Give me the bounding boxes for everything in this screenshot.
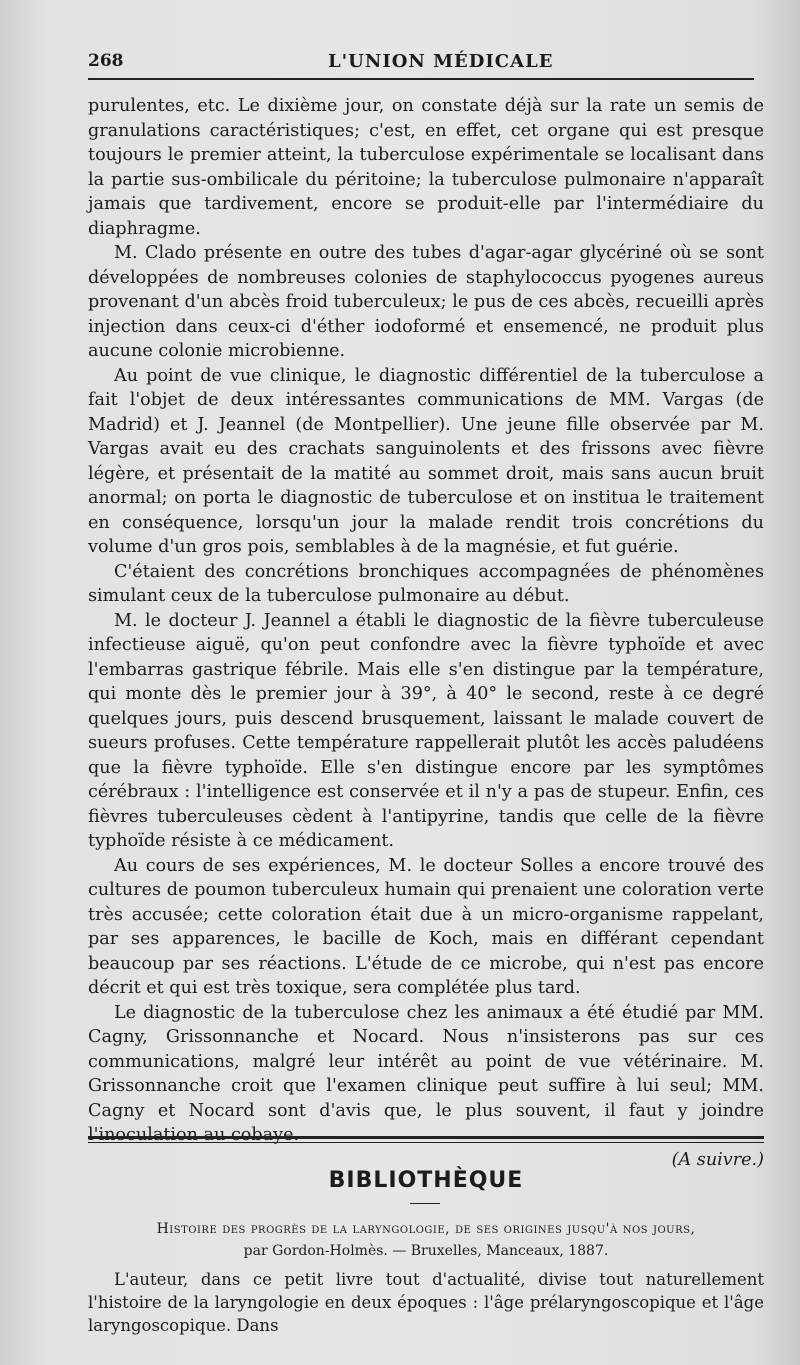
paragraph: M. le docteur J. Jeannel a établi le diagnostic de la fièvre tuberculeuse infectieuse aiguë, qu'on peut confondre avec la fièvre typhoïde et avec l'embarras gastrique fébrile. Mais elle s'en distingue par la température, qui monte dès le premier jour à 39°, à 40° le second, reste à ce degré quelques jours, puis descend brusquement, laissant le malade couvert de sueurs profuses. Cette température rappellerait plutôt les accès paludéens que la fièvre typhoïde. Elle s'en distingue encore par les symptômes cérébraux : l'intelligence est conservée et il n'y a pas de stupeur. Enfin, ces fièvres tuberculeuses cèdent à l'antipyrine, tandis que celle de la fièvre typhoïde résiste à ce médicament. (88, 610, 764, 851)
bibliography-entry (88, 1218, 764, 1262)
title-underline (410, 1203, 440, 1204)
section-title: BIBLIOTHÈQUE (328, 1168, 524, 1193)
review-text (88, 1268, 764, 1337)
paragraph: Au point de vue clinique, le diagnostic différentiel de la tuberculose a fait l'objet de deux intéressantes communications de MM. Vargas (de Madrid) et J. Jeannel (de Montpellier). Une jeune fille observée par M. Vargas avait eu des crachats sanguinolents et des frissons avec fièvre légère, et présentait de la matité au sommet droit, mais sans aucun bruit anormal; on porta le diagnostic de tuberculose et on institua le traitement en conséquence, lorsqu'un jour la malade rendit trois concrétions du volume d'un gros pois, semblables à de la magnésie, et fut guérie. (88, 365, 764, 557)
paragraph: Au cours de ses expériences, M. le docteur Solles a encore trouvé des cultures de poumon tuberculeux humain qui prenaient une coloration verte très accusée; cette coloration était due à un micro-organisme rappelant, par ses apparences, le bacille de Koch, mais en différant cependant beaucoup par ses réactions. L'étude de ce microbe, qui n'est pas encore décrit et qui est très toxique, sera complétée plus tard. (88, 855, 764, 998)
page-header (88, 44, 754, 80)
paragraph: C'étaient des concrétions bronchiques accompagnées de phénomènes simulant ceux de la tuberculose pulmonaire au début. (88, 561, 764, 606)
paragraph: M. Clado présente en outre des tubes d'agar-agar glycériné où se sont développées de nombreuses colonies de staphylococcus pyogenes aureus provenant d'un abcès froid tuberculeux; le pus de ces abcès, recueilli après injection dans ceux-ci d'éther iodoformé et ensemencé, ne produit plus aucune colonie microbienne. (88, 243, 764, 361)
bibliography-title: Histoire des progrès de la laryngologie, de ses origines jusqu'à nos jours, (156, 1221, 696, 1237)
article-body (88, 94, 764, 1172)
bibliography-author: par Gordon-Holmès. — Bruxelles, Manceaux, 1887. (243, 1243, 609, 1259)
paragraph: Le diagnostic de la tuberculose chez les animaux a été étudié par MM. Cagny, Grissonnanche et Nocard. Nous n'insisterons pas sur ces communications, malgré leur intérêt au point de vue vétérinaire. M. Grissonnanche croit que l'examen clinique peut suffire à lui seul; MM. Cagny et Nocard sont d'avis que, le plus souvent, il faut y joindre l'inoculation au cobaye. (88, 1002, 764, 1145)
section-divider (88, 1136, 764, 1143)
paragraph: L'auteur, dans ce petit livre tout d'actualité, divise tout naturellement l'histoire de la laryngologie en deux époques : l'âge prélaryngoscopique et l'âge laryngoscopique. Dans (88, 1270, 764, 1335)
running-title: L'UNION MÉDICALE (328, 50, 554, 72)
paragraph: purulentes, etc. Le dixième jour, on constate déjà sur la rate un semis de granulations caractéristiques; c'est, en effet, cet organe qui est presque toujours le premier atteint, la tuberculose expérimentale se localisant dans la partie sus-ombilicale du péritoine; la tuberculose pulmonaire n'apparaît jamais que tardivement, encore se produit-elle par l'intermédiaire du diaphragme. (88, 96, 764, 239)
page-number: 268 (88, 51, 124, 71)
to-be-continued: (A suivre.) (671, 1149, 764, 1170)
